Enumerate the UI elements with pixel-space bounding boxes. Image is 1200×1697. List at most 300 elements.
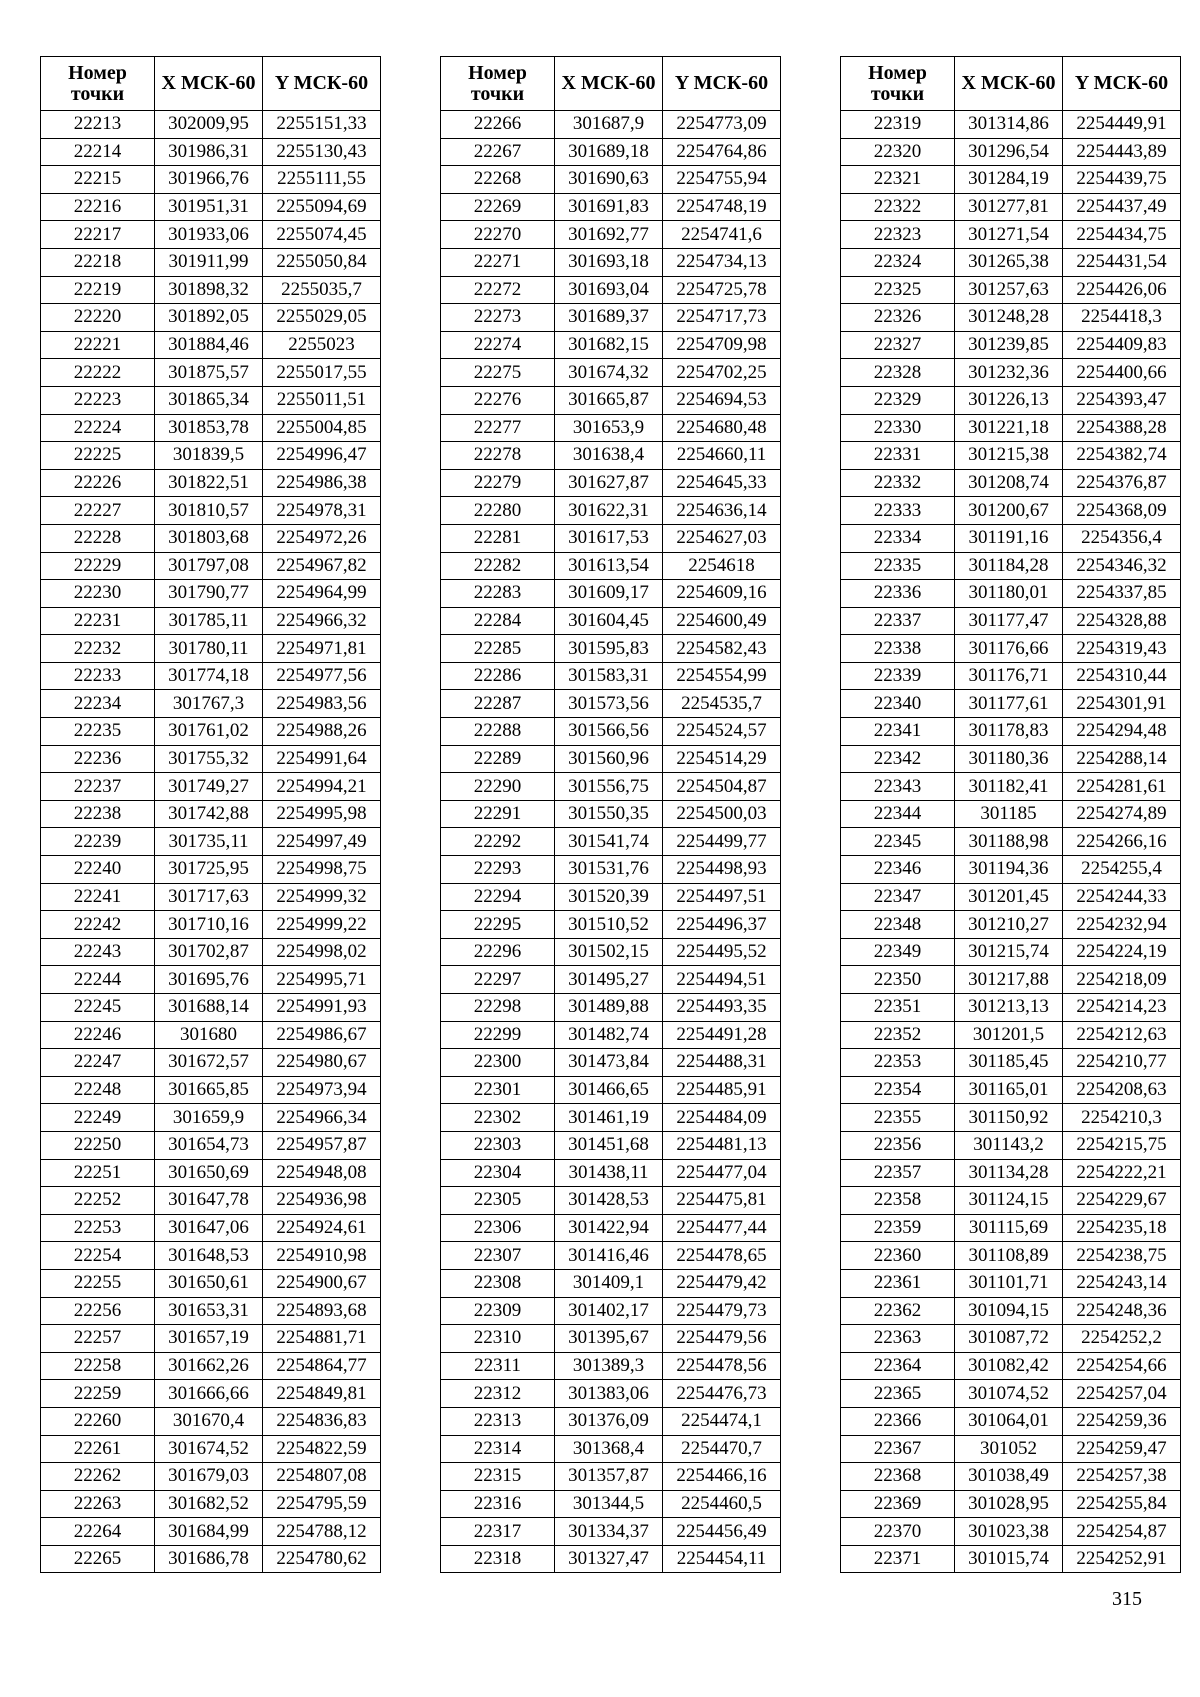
x-coordinate-cell: 301687,9 <box>555 111 663 139</box>
point-number-cell: 22271 <box>441 248 555 276</box>
table-row <box>441 497 781 525</box>
point-number-cell: 22358 <box>841 1187 955 1215</box>
y-coordinate-cell: 2254582,43 <box>663 635 781 663</box>
y-coordinate-cell: 2254257,38 <box>1063 1463 1181 1491</box>
x-coordinate-cell: 301180,36 <box>955 745 1063 773</box>
y-coordinate-cell: 2254995,71 <box>263 966 381 994</box>
y-coordinate-cell: 2254409,83 <box>1063 331 1181 359</box>
table-row <box>841 1214 1181 1242</box>
y-coordinate-cell: 2254966,34 <box>263 1104 381 1132</box>
point-number-cell: 22253 <box>41 1214 155 1242</box>
table-row <box>41 193 381 221</box>
table-row <box>441 1159 781 1187</box>
point-number-cell: 22299 <box>441 1021 555 1049</box>
table-row <box>41 359 381 387</box>
x-coordinate-cell: 301797,08 <box>155 552 263 580</box>
point-number-cell: 22296 <box>441 938 555 966</box>
header-row <box>41 57 381 111</box>
table-row <box>441 635 781 663</box>
point-number-cell: 22341 <box>841 718 955 746</box>
x-coordinate-cell: 301674,52 <box>155 1435 263 1463</box>
y-coordinate-cell: 2254477,44 <box>663 1214 781 1242</box>
y-coordinate-cell: 2254437,49 <box>1063 193 1181 221</box>
point-number-cell: 22227 <box>41 497 155 525</box>
point-number-cell: 22305 <box>441 1187 555 1215</box>
table-row <box>441 1545 781 1573</box>
point-number-cell: 22320 <box>841 138 955 166</box>
x-coordinate-cell: 301774,18 <box>155 662 263 690</box>
x-coordinate-cell: 301482,74 <box>555 1021 663 1049</box>
table-row <box>441 166 781 194</box>
table-row <box>841 1407 1181 1435</box>
x-coordinate-cell: 301986,31 <box>155 138 263 166</box>
header-y: Y МСК-60 <box>663 57 781 111</box>
point-number-cell: 22335 <box>841 552 955 580</box>
x-coordinate-cell: 301210,27 <box>955 911 1063 939</box>
table-row <box>841 552 1181 580</box>
table-row <box>841 690 1181 718</box>
y-coordinate-cell: 2254274,89 <box>1063 800 1181 828</box>
point-number-cell: 22281 <box>441 524 555 552</box>
y-coordinate-cell: 2255023 <box>263 331 381 359</box>
y-coordinate-cell: 2254418,3 <box>1063 304 1181 332</box>
x-coordinate-cell: 301217,88 <box>955 966 1063 994</box>
x-coordinate-cell: 301884,46 <box>155 331 263 359</box>
x-coordinate-cell: 301191,16 <box>955 524 1063 552</box>
point-number-cell: 22230 <box>41 580 155 608</box>
table-row <box>41 469 381 497</box>
y-coordinate-cell: 2254995,98 <box>263 800 381 828</box>
header-point-number: Номер точки <box>841 57 955 111</box>
x-coordinate-cell: 301357,87 <box>555 1463 663 1491</box>
x-coordinate-cell: 301682,15 <box>555 331 663 359</box>
point-number-cell: 22334 <box>841 524 955 552</box>
y-coordinate-cell: 2254400,66 <box>1063 359 1181 387</box>
table-row <box>41 111 381 139</box>
point-number-cell: 22245 <box>41 994 155 1022</box>
x-coordinate-cell: 301402,17 <box>555 1297 663 1325</box>
point-number-cell: 22274 <box>441 331 555 359</box>
table-row <box>441 1131 781 1159</box>
point-number-cell: 22242 <box>41 911 155 939</box>
point-number-cell: 22283 <box>441 580 555 608</box>
point-number-cell: 22360 <box>841 1242 955 1270</box>
table-row <box>841 856 1181 884</box>
table-row <box>441 580 781 608</box>
x-coordinate-cell: 301684,99 <box>155 1518 263 1546</box>
point-number-cell: 22307 <box>441 1242 555 1270</box>
y-coordinate-cell: 2254957,87 <box>263 1131 381 1159</box>
y-coordinate-cell: 2254474,1 <box>663 1407 781 1435</box>
point-number-cell: 22370 <box>841 1518 955 1546</box>
point-number-cell: 22280 <box>441 497 555 525</box>
x-coordinate-cell: 301735,11 <box>155 828 263 856</box>
y-coordinate-cell: 2254788,12 <box>263 1518 381 1546</box>
point-number-cell: 22248 <box>41 1076 155 1104</box>
point-number-cell: 22348 <box>841 911 955 939</box>
x-coordinate-cell: 301028,95 <box>955 1490 1063 1518</box>
y-coordinate-cell: 2254535,7 <box>663 690 781 718</box>
y-coordinate-cell: 2255011,51 <box>263 386 381 414</box>
x-coordinate-cell: 301695,76 <box>155 966 263 994</box>
table-row <box>841 442 1181 470</box>
x-coordinate-cell: 301134,28 <box>955 1159 1063 1187</box>
table-row <box>441 690 781 718</box>
header-y: Y МСК-60 <box>263 57 381 111</box>
table-row <box>41 1021 381 1049</box>
table-row <box>841 1131 1181 1159</box>
x-coordinate-cell: 301810,57 <box>155 497 263 525</box>
x-coordinate-cell: 301911,99 <box>155 248 263 276</box>
table-row <box>41 414 381 442</box>
y-coordinate-cell: 2254983,56 <box>263 690 381 718</box>
y-coordinate-cell: 2254977,56 <box>263 662 381 690</box>
point-number-cell: 22250 <box>41 1131 155 1159</box>
point-number-cell: 22331 <box>841 442 955 470</box>
table-row <box>841 1049 1181 1077</box>
point-number-cell: 22313 <box>441 1407 555 1435</box>
y-coordinate-cell: 2254255,4 <box>1063 856 1181 884</box>
x-coordinate-cell: 301686,78 <box>155 1545 263 1573</box>
point-number-cell: 22240 <box>41 856 155 884</box>
y-coordinate-cell: 2254212,63 <box>1063 1021 1181 1049</box>
point-number-cell: 22351 <box>841 994 955 1022</box>
y-coordinate-cell: 2254224,19 <box>1063 938 1181 966</box>
point-number-cell: 22264 <box>41 1518 155 1546</box>
y-coordinate-cell: 2254504,87 <box>663 773 781 801</box>
point-number-cell: 22288 <box>441 718 555 746</box>
x-coordinate-cell: 301177,47 <box>955 607 1063 635</box>
y-coordinate-cell: 2254214,23 <box>1063 994 1181 1022</box>
x-coordinate-cell: 301780,11 <box>155 635 263 663</box>
y-coordinate-cell: 2254232,94 <box>1063 911 1181 939</box>
y-coordinate-cell: 2254496,37 <box>663 911 781 939</box>
table-row <box>441 745 781 773</box>
y-coordinate-cell: 2254988,26 <box>263 718 381 746</box>
point-number-cell: 22369 <box>841 1490 955 1518</box>
y-coordinate-cell: 2254252,2 <box>1063 1325 1181 1353</box>
y-coordinate-cell: 2254996,47 <box>263 442 381 470</box>
point-number-cell: 22306 <box>441 1214 555 1242</box>
y-coordinate-cell: 2254434,75 <box>1063 221 1181 249</box>
x-coordinate-cell: 301853,78 <box>155 414 263 442</box>
x-coordinate-cell: 301466,65 <box>555 1076 663 1104</box>
y-coordinate-cell: 2254222,21 <box>1063 1159 1181 1187</box>
x-coordinate-cell: 301566,56 <box>555 718 663 746</box>
y-coordinate-cell: 2254481,13 <box>663 1131 781 1159</box>
point-number-cell: 22277 <box>441 414 555 442</box>
y-coordinate-cell: 2255130,43 <box>263 138 381 166</box>
x-coordinate-cell: 301680 <box>155 1021 263 1049</box>
table-row <box>841 883 1181 911</box>
x-coordinate-cell: 301865,34 <box>155 386 263 414</box>
point-number-cell: 22224 <box>41 414 155 442</box>
point-number-cell: 22290 <box>441 773 555 801</box>
table-row <box>841 1463 1181 1491</box>
point-number-cell: 22323 <box>841 221 955 249</box>
x-coordinate-cell: 301755,32 <box>155 745 263 773</box>
y-coordinate-cell: 2254514,29 <box>663 745 781 773</box>
x-coordinate-cell: 301185,45 <box>955 1049 1063 1077</box>
x-coordinate-cell: 301822,51 <box>155 469 263 497</box>
header-row <box>441 57 781 111</box>
table-row <box>41 1297 381 1325</box>
x-coordinate-cell: 301376,09 <box>555 1407 663 1435</box>
point-number-cell: 22243 <box>41 938 155 966</box>
table-row <box>841 1490 1181 1518</box>
table-row <box>441 524 781 552</box>
table-row <box>441 221 781 249</box>
x-coordinate-cell: 301573,56 <box>555 690 663 718</box>
x-coordinate-cell: 301143,2 <box>955 1131 1063 1159</box>
table-row <box>841 1159 1181 1187</box>
table-row <box>441 1021 781 1049</box>
y-coordinate-cell: 2254972,26 <box>263 524 381 552</box>
point-number-cell: 22337 <box>841 607 955 635</box>
x-coordinate-cell: 301188,98 <box>955 828 1063 856</box>
x-coordinate-cell: 301761,02 <box>155 718 263 746</box>
x-coordinate-cell: 301654,73 <box>155 1131 263 1159</box>
table-row <box>841 607 1181 635</box>
y-coordinate-cell: 2254281,61 <box>1063 773 1181 801</box>
y-coordinate-cell: 2254288,14 <box>1063 745 1181 773</box>
point-number-cell: 22260 <box>41 1407 155 1435</box>
x-coordinate-cell: 301653,9 <box>555 414 663 442</box>
table-row <box>41 1352 381 1380</box>
y-coordinate-cell: 2254485,91 <box>663 1076 781 1104</box>
table-row <box>441 552 781 580</box>
table-row <box>441 414 781 442</box>
y-coordinate-cell: 2254252,91 <box>1063 1545 1181 1573</box>
y-coordinate-cell: 2254910,98 <box>263 1242 381 1270</box>
point-number-cell: 22286 <box>441 662 555 690</box>
table-row <box>441 883 781 911</box>
y-coordinate-cell: 2254479,73 <box>663 1297 781 1325</box>
y-coordinate-cell: 2254376,87 <box>1063 469 1181 497</box>
x-coordinate-cell: 301966,76 <box>155 166 263 194</box>
x-coordinate-cell: 301023,38 <box>955 1518 1063 1546</box>
x-coordinate-cell: 301622,31 <box>555 497 663 525</box>
table-row <box>841 497 1181 525</box>
x-coordinate-cell: 301150,92 <box>955 1104 1063 1132</box>
header-x: X МСК-60 <box>955 57 1063 111</box>
x-coordinate-cell: 301710,16 <box>155 911 263 939</box>
point-number-cell: 22328 <box>841 359 955 387</box>
x-coordinate-cell: 301165,01 <box>955 1076 1063 1104</box>
x-coordinate-cell: 301178,83 <box>955 718 1063 746</box>
point-number-cell: 22371 <box>841 1545 955 1573</box>
point-number-cell: 22353 <box>841 1049 955 1077</box>
x-coordinate-cell: 301200,67 <box>955 497 1063 525</box>
table-row <box>841 1297 1181 1325</box>
header-point-number: Номер точки <box>41 57 155 111</box>
table-row <box>41 221 381 249</box>
table-row <box>41 552 381 580</box>
table-row <box>841 938 1181 966</box>
point-number-cell: 22355 <box>841 1104 955 1132</box>
x-coordinate-cell: 301702,87 <box>155 938 263 966</box>
x-coordinate-cell: 301232,36 <box>955 359 1063 387</box>
table-row <box>841 304 1181 332</box>
point-number-cell: 22261 <box>41 1435 155 1463</box>
point-number-cell: 22228 <box>41 524 155 552</box>
point-number-cell: 22276 <box>441 386 555 414</box>
y-coordinate-cell: 2254795,59 <box>263 1490 381 1518</box>
point-number-cell: 22234 <box>41 690 155 718</box>
point-number-cell: 22315 <box>441 1463 555 1491</box>
table-row <box>441 1325 781 1353</box>
y-coordinate-cell: 2254764,86 <box>663 138 781 166</box>
x-coordinate-cell: 301180,01 <box>955 580 1063 608</box>
point-number-cell: 22333 <box>841 497 955 525</box>
point-number-cell: 22314 <box>441 1435 555 1463</box>
y-coordinate-cell: 2255050,84 <box>263 248 381 276</box>
x-coordinate-cell: 301653,31 <box>155 1297 263 1325</box>
point-number-cell: 22292 <box>441 828 555 856</box>
table-row <box>841 1325 1181 1353</box>
table-row <box>441 1518 781 1546</box>
y-coordinate-cell: 2254456,49 <box>663 1518 781 1546</box>
point-number-cell: 22350 <box>841 966 955 994</box>
point-number-cell: 22327 <box>841 331 955 359</box>
x-coordinate-cell: 301688,14 <box>155 994 263 1022</box>
table-row <box>41 304 381 332</box>
table-row <box>41 662 381 690</box>
y-coordinate-cell: 2254254,66 <box>1063 1352 1181 1380</box>
point-number-cell: 22303 <box>441 1131 555 1159</box>
y-coordinate-cell: 2255074,45 <box>263 221 381 249</box>
x-coordinate-cell: 301790,77 <box>155 580 263 608</box>
x-coordinate-cell: 301015,74 <box>955 1545 1063 1573</box>
x-coordinate-cell: 301409,1 <box>555 1269 663 1297</box>
point-number-cell: 22343 <box>841 773 955 801</box>
y-coordinate-cell: 2254466,16 <box>663 1463 781 1491</box>
x-coordinate-cell: 301520,39 <box>555 883 663 911</box>
y-coordinate-cell: 2254980,67 <box>263 1049 381 1077</box>
x-coordinate-cell: 301510,52 <box>555 911 663 939</box>
point-number-cell: 22316 <box>441 1490 555 1518</box>
point-number-cell: 22336 <box>841 580 955 608</box>
point-number-cell: 22347 <box>841 883 955 911</box>
x-coordinate-cell: 301839,5 <box>155 442 263 470</box>
point-number-cell: 22294 <box>441 883 555 911</box>
point-number-cell: 22364 <box>841 1352 955 1380</box>
x-coordinate-cell: 301693,04 <box>555 276 663 304</box>
x-coordinate-cell: 301666,66 <box>155 1380 263 1408</box>
table-row <box>41 1545 381 1573</box>
y-coordinate-cell: 2254822,59 <box>263 1435 381 1463</box>
y-coordinate-cell: 2254494,51 <box>663 966 781 994</box>
table-row <box>41 938 381 966</box>
table-row <box>41 1131 381 1159</box>
x-coordinate-cell: 301647,06 <box>155 1214 263 1242</box>
table-row <box>41 718 381 746</box>
point-number-cell: 22349 <box>841 938 955 966</box>
x-coordinate-cell: 301082,42 <box>955 1352 1063 1380</box>
x-coordinate-cell: 301690,63 <box>555 166 663 194</box>
table-row <box>41 524 381 552</box>
table-row <box>841 745 1181 773</box>
y-coordinate-cell: 2254994,21 <box>263 773 381 801</box>
x-coordinate-cell: 301647,78 <box>155 1187 263 1215</box>
y-coordinate-cell: 2254694,53 <box>663 386 781 414</box>
point-number-cell: 22301 <box>441 1076 555 1104</box>
x-coordinate-cell: 301749,27 <box>155 773 263 801</box>
table-row <box>41 911 381 939</box>
table-row <box>41 1463 381 1491</box>
y-coordinate-cell: 2254266,16 <box>1063 828 1181 856</box>
table-row <box>841 966 1181 994</box>
table-row <box>441 856 781 884</box>
table-row <box>441 911 781 939</box>
x-coordinate-cell: 301389,3 <box>555 1352 663 1380</box>
x-coordinate-cell: 301627,87 <box>555 469 663 497</box>
point-number-cell: 22300 <box>441 1049 555 1077</box>
point-number-cell: 22221 <box>41 331 155 359</box>
table-row <box>441 938 781 966</box>
point-number-cell: 22295 <box>441 911 555 939</box>
x-coordinate-cell: 301087,72 <box>955 1325 1063 1353</box>
table-row <box>441 193 781 221</box>
table-row <box>41 773 381 801</box>
x-coordinate-cell: 301383,06 <box>555 1380 663 1408</box>
point-number-cell: 22293 <box>441 856 555 884</box>
x-coordinate-cell: 301248,28 <box>955 304 1063 332</box>
table-row <box>441 662 781 690</box>
x-coordinate-cell: 301560,96 <box>555 745 663 773</box>
y-coordinate-cell: 2254849,81 <box>263 1380 381 1408</box>
y-coordinate-cell: 2254356,4 <box>1063 524 1181 552</box>
y-coordinate-cell: 2254978,31 <box>263 497 381 525</box>
table-row <box>441 304 781 332</box>
y-coordinate-cell: 2254741,6 <box>663 221 781 249</box>
x-coordinate-cell: 301648,53 <box>155 1242 263 1270</box>
y-coordinate-cell: 2255029,05 <box>263 304 381 332</box>
x-coordinate-cell: 301665,87 <box>555 386 663 414</box>
y-coordinate-cell: 2254973,94 <box>263 1076 381 1104</box>
y-coordinate-cell: 2254439,75 <box>1063 166 1181 194</box>
table-row <box>441 1435 781 1463</box>
point-number-cell: 22332 <box>841 469 955 497</box>
x-coordinate-cell: 301208,74 <box>955 469 1063 497</box>
point-number-cell: 22367 <box>841 1435 955 1463</box>
y-coordinate-cell: 2254294,48 <box>1063 718 1181 746</box>
x-coordinate-cell: 301951,31 <box>155 193 263 221</box>
x-coordinate-cell: 301094,15 <box>955 1297 1063 1325</box>
y-coordinate-cell: 2254986,38 <box>263 469 381 497</box>
table-row <box>41 883 381 911</box>
y-coordinate-cell: 2254244,33 <box>1063 883 1181 911</box>
table-row <box>841 1242 1181 1270</box>
x-coordinate-cell: 301679,03 <box>155 1463 263 1491</box>
x-coordinate-cell: 301531,76 <box>555 856 663 884</box>
x-coordinate-cell: 301657,19 <box>155 1325 263 1353</box>
y-coordinate-cell: 2254600,49 <box>663 607 781 635</box>
y-coordinate-cell: 2254497,51 <box>663 883 781 911</box>
y-coordinate-cell: 2254484,09 <box>663 1104 781 1132</box>
y-coordinate-cell: 2254301,91 <box>1063 690 1181 718</box>
table-row <box>841 911 1181 939</box>
y-coordinate-cell: 2254725,78 <box>663 276 781 304</box>
x-coordinate-cell: 301327,47 <box>555 1545 663 1573</box>
x-coordinate-cell: 301689,37 <box>555 304 663 332</box>
point-number-cell: 22297 <box>441 966 555 994</box>
y-coordinate-cell: 2254660,11 <box>663 442 781 470</box>
y-coordinate-cell: 2254836,83 <box>263 1407 381 1435</box>
y-coordinate-cell: 2254491,28 <box>663 1021 781 1049</box>
y-coordinate-cell: 2255094,69 <box>263 193 381 221</box>
y-coordinate-cell: 2254964,99 <box>263 580 381 608</box>
